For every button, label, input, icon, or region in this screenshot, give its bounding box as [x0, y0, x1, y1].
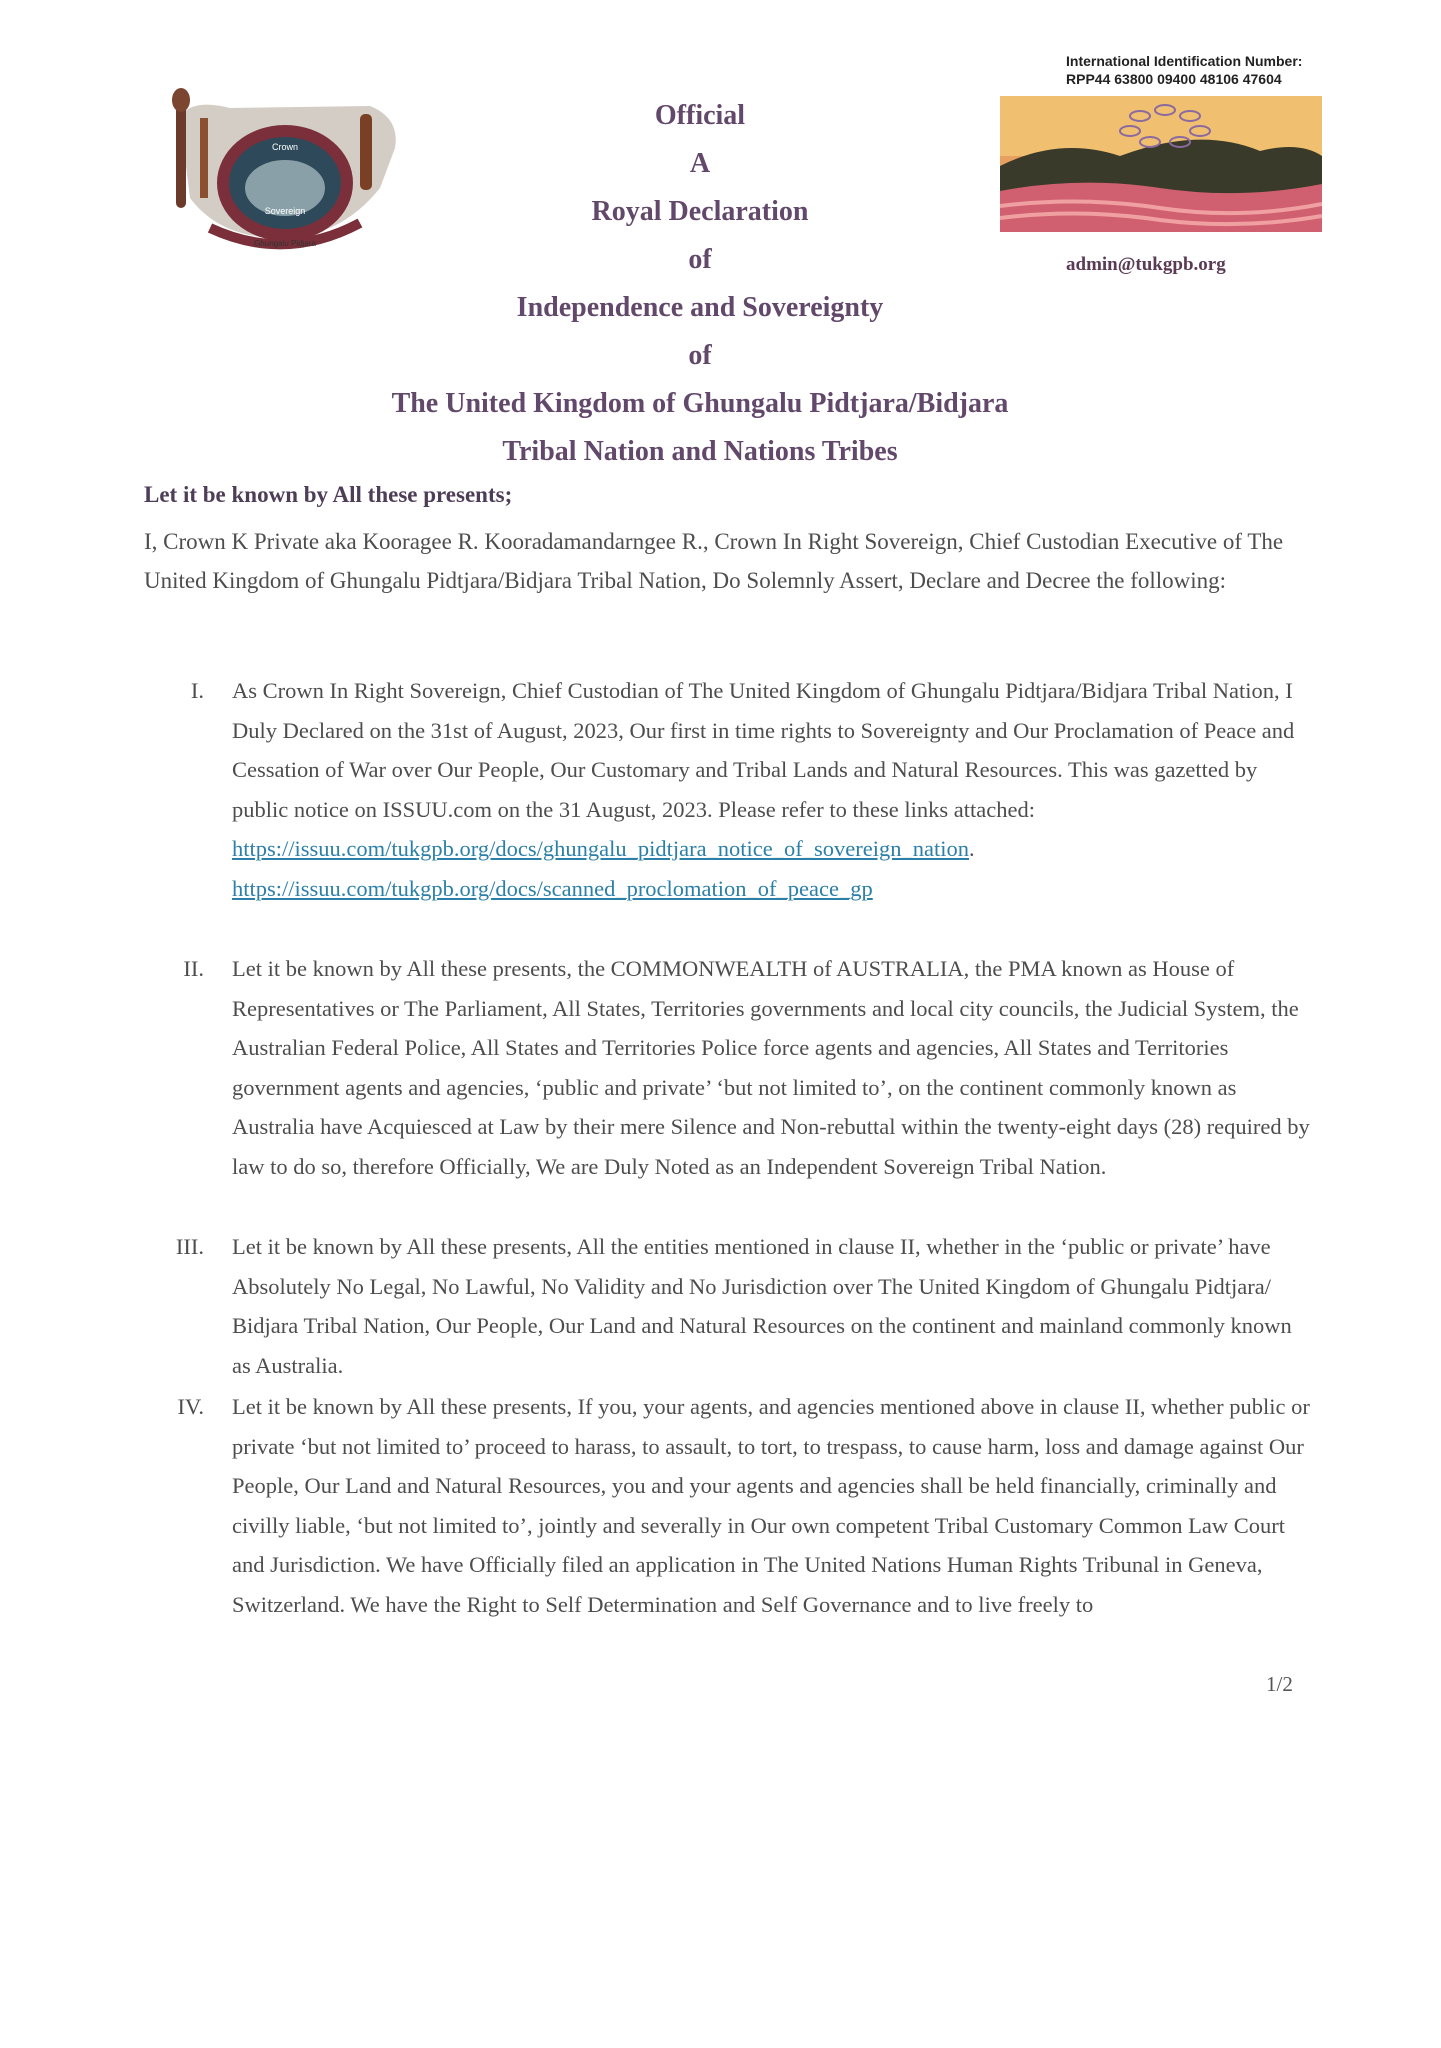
- intro-heading: Let it be known by All these presents;: [144, 482, 513, 507]
- title-line-3: Royal Declaration: [591, 196, 809, 227]
- page-number: 1/2: [1266, 1672, 1293, 1696]
- logo-text-mid: Sovereign: [264, 206, 306, 216]
- clause-text: Let it be known by All these presents, the COMMONWEALTH of AUSTRALIA, the PMA known as House of Representatives or The Parliament, All States, Territories governments and local city councils, the Judicial System, the Australian Federal Police, All States and Territories Police force agents and agencies, All States and Territories government agents and agencies, ‘public and private’ ‘but not limited to’, on the continent commonly known as Australia have Acquiesced at Law by their mere Silence and Non-rebuttal within the twenty-eight days (28) required by law to do so, therefore Officially, We are Duly Noted as an Independent Sovereign Tribal Nation.: [232, 956, 1310, 1179]
- sovereign-notice-link[interactable]: https://issuu.com/tukgpb.org/docs/ghungalu_pidtjara_notice_of_sovereign_nation: [232, 836, 969, 861]
- clause-number: IV.: [177, 1394, 204, 1419]
- title-line-2: A: [689, 148, 711, 179]
- international-id-label: International Identification Number:: [1066, 53, 1303, 69]
- link-suffix: .: [969, 836, 975, 861]
- title-line-4: of: [688, 244, 712, 275]
- intro-paragraph: I, Crown K Private aka Kooragee R. Kooradamandarngee R., Crown In Right Sovereign, Chief Custodian Executive of The United Kingdom of Ghungalu Pidtjara/Bidjara Tribal Nation, Do Solemnly Assert, Declare and Decree the following:: [144, 529, 1284, 593]
- title-line-5: Independence and Sovereignty: [516, 292, 884, 323]
- clause-number: III.: [175, 1234, 204, 1259]
- proclamation-link[interactable]: https://issuu.com/tukgpb.org/docs/scanned_proclomation_of_peace_gp: [232, 875, 873, 901]
- clause-text: Let it be known by All these presents, All the entities mentioned in clause II, whether in the ‘public or private’ have Absolutely No Legal, No Lawful, No Validity and No Jurisdiction over The United Kingdom of Ghungalu Pidtjara/ Bidjara Tribal Nation, Our People, Our Land and Natural Resources on the continent and mainland commonly known as Australia.: [232, 1234, 1292, 1378]
- clause-number: II.: [183, 956, 204, 981]
- title-line-8: Tribal Nation and Nations Tribes: [502, 436, 898, 467]
- clause-body: As Crown In Right Sovereign, Chief Custodian of The United Kingdom of Ghungalu Pidtjara/Bidjara Tribal Nation, I Duly Declared on the 31st of August, 2023, Our first in time rights to Sovereignty and Our Proclamation of Peace and Cessation of War over Our People, Our Customary and Tribal Lands and Natural Resources. This was gazetted by public notice on ISSUU.com on the 31 August, 2023. Please refer to these links attached:: [232, 678, 1295, 822]
- contact-email: admin@tukgpb.org: [1066, 254, 1226, 275]
- title-line-6: of: [688, 340, 712, 371]
- logo-text-bottom: Ghungalu Pidjara: [254, 239, 316, 248]
- logo-text-top: Crown: [271, 142, 299, 152]
- clause-text: Let it be known by All these presents, If you, your agents, and agencies mentioned above in clause II, whether public or private ‘but not limited to’ proceed to harass, to assault, to tort, to trespass, to cause harm, loss and damage against Our People, Our Land and Natural Resources, you and your agents and agencies shall be held financially, criminally and civilly liable, ‘but not limited to’, jointly and severally in Our own competent Tribal Customary Common Law Court and Jurisdiction. We have Officially filed an application in The United Nations Human Rights Tribunal in Geneva, Switzerland. We have the Right to Self Determination and Self Governance and to live freely to: [232, 1394, 1310, 1617]
- clause-number: I.: [190, 678, 204, 703]
- international-id-number: RPP44 63800 09400 48106 47604: [1066, 71, 1282, 87]
- clause-text: [232, 671, 1312, 908]
- document-title: [300, 92, 1100, 476]
- title-line-7: The United Kingdom of Ghungalu Pidtjara/Bidjara: [391, 388, 1009, 419]
- international-id: [1066, 52, 1326, 88]
- title-line-1: Official: [654, 100, 746, 131]
